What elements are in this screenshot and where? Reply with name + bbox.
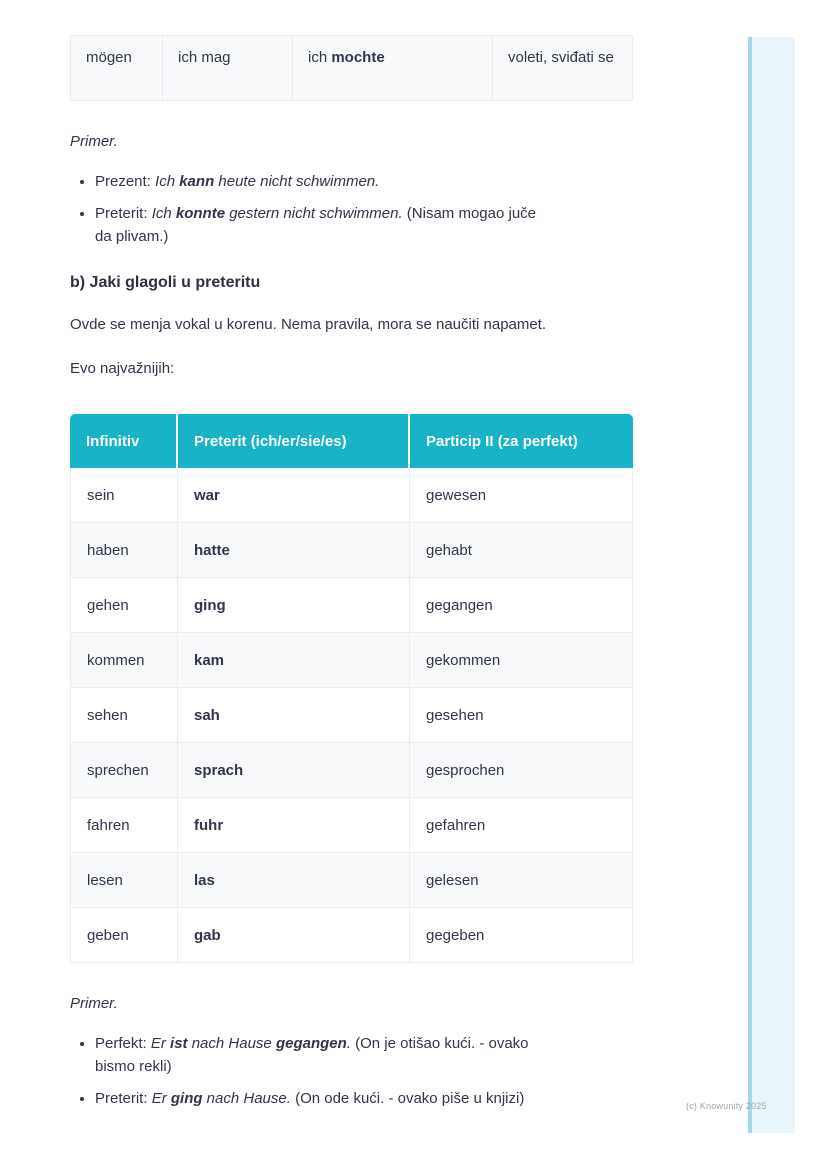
- text-segment: Prezent:: [95, 173, 156, 190]
- copyright-watermark: (c) Knowunity 2025: [686, 1101, 767, 1111]
- text-segment: heute nicht schwimmen.: [214, 173, 380, 190]
- text-segment: gestern nicht schwimmen.: [225, 205, 403, 222]
- text-segment: nach Hause: [187, 1035, 276, 1052]
- section-paragraph: Ovde se menja vokal u korenu. Nema pravila, mora se naučiti napamet.: [70, 316, 547, 333]
- table-cell: gekommen: [410, 633, 633, 688]
- table-cell: sah: [178, 688, 410, 743]
- table-row: [70, 743, 633, 798]
- text-segment: (On je otišao kući. - ovako: [350, 1035, 529, 1052]
- table-cell: gehen: [70, 578, 178, 633]
- infinitive-cell: mögen: [70, 35, 163, 101]
- primer-label: Primer.: [70, 133, 118, 150]
- section-intro-paragraph: Evo najvažnijih:: [70, 360, 175, 377]
- table-cell: gesehen: [410, 688, 633, 743]
- table-row: [70, 468, 633, 523]
- table-row: [70, 908, 633, 963]
- table-cell: lesen: [70, 853, 178, 908]
- text-segment: da plivam.): [95, 228, 169, 245]
- table-cell: geben: [70, 908, 178, 963]
- table-cell: haben: [70, 523, 178, 578]
- table-cell: war: [178, 468, 410, 523]
- table-row: [70, 633, 633, 688]
- table-cell: hatte: [178, 523, 410, 578]
- table-cell: gab: [178, 908, 410, 963]
- text-segment: ich: [308, 49, 332, 66]
- examples-list-2: [70, 1032, 633, 1110]
- modal-verbs-table-continuation: [70, 35, 633, 101]
- text-segment: Ich: [155, 173, 180, 190]
- text-segment: nach Hause.: [202, 1090, 291, 1107]
- table-cell: sprach: [178, 743, 410, 798]
- text-segment: gegangen: [275, 1035, 347, 1052]
- example-item-preterit: [95, 202, 633, 248]
- column-header-0: Infinitiv: [70, 414, 178, 468]
- meaning-cell: voleti, sviđati se: [493, 35, 633, 101]
- text-segment: (Nisam mogao juče: [402, 205, 537, 222]
- preterit-cell: [293, 35, 493, 101]
- primer-label-2: Primer.: [70, 995, 118, 1012]
- table-cell: kommen: [70, 633, 178, 688]
- text-segment: mochte: [331, 49, 385, 66]
- table-row: [70, 35, 633, 101]
- table-row: [70, 688, 633, 743]
- example-item-preterit-2: [95, 1087, 633, 1110]
- table-cell: gewesen: [410, 468, 633, 523]
- strong-verbs-table: [70, 414, 633, 963]
- column-header-2: Particip II (za perfekt): [410, 414, 633, 468]
- table-row: [70, 853, 633, 908]
- table-row: [70, 578, 633, 633]
- text-segment: ist: [170, 1035, 188, 1052]
- text-segment: bismo rekli): [95, 1058, 172, 1075]
- table-cell: sehen: [70, 688, 178, 743]
- present-cell: ich mag: [163, 35, 293, 101]
- table-cell: gelesen: [410, 853, 633, 908]
- examples-list: [70, 170, 633, 248]
- side-highlight-strip: [748, 37, 795, 1133]
- table-cell: fahren: [70, 798, 178, 853]
- text-segment: Er: [150, 1035, 171, 1052]
- example-item-prezent: [95, 170, 633, 193]
- table-row: [70, 798, 633, 853]
- column-header-1: Preterit (ich/er/sie/es): [178, 414, 410, 468]
- text-segment: Perfekt:: [95, 1035, 151, 1052]
- text-segment: (On ode kući. - ovako piše u knjizi): [290, 1090, 525, 1107]
- table-cell: kam: [178, 633, 410, 688]
- text-segment: kann: [179, 173, 215, 190]
- section-heading: b) Jaki glagoli u preteritu: [70, 274, 261, 291]
- table-cell: sprechen: [70, 743, 178, 798]
- table-cell: gefahren: [410, 798, 633, 853]
- text-segment: Preterit:: [95, 1090, 152, 1107]
- text-segment: Preterit:: [95, 205, 152, 222]
- table-cell: ging: [178, 578, 410, 633]
- table-cell: gesprochen: [410, 743, 633, 798]
- table-cell: gegeben: [410, 908, 633, 963]
- table-cell: sein: [70, 468, 178, 523]
- text-segment: Ich: [151, 205, 176, 222]
- table-cell: gehabt: [410, 523, 633, 578]
- table-row: [70, 523, 633, 578]
- text-segment: konnte: [175, 205, 226, 222]
- header-row: [70, 414, 633, 468]
- table-cell: fuhr: [178, 798, 410, 853]
- table-cell: gegangen: [410, 578, 633, 633]
- text-segment: .: [346, 1035, 351, 1052]
- example-item-perfekt: [95, 1032, 633, 1078]
- table-cell: las: [178, 853, 410, 908]
- text-segment: Er: [151, 1090, 171, 1107]
- text-segment: ging: [170, 1090, 203, 1107]
